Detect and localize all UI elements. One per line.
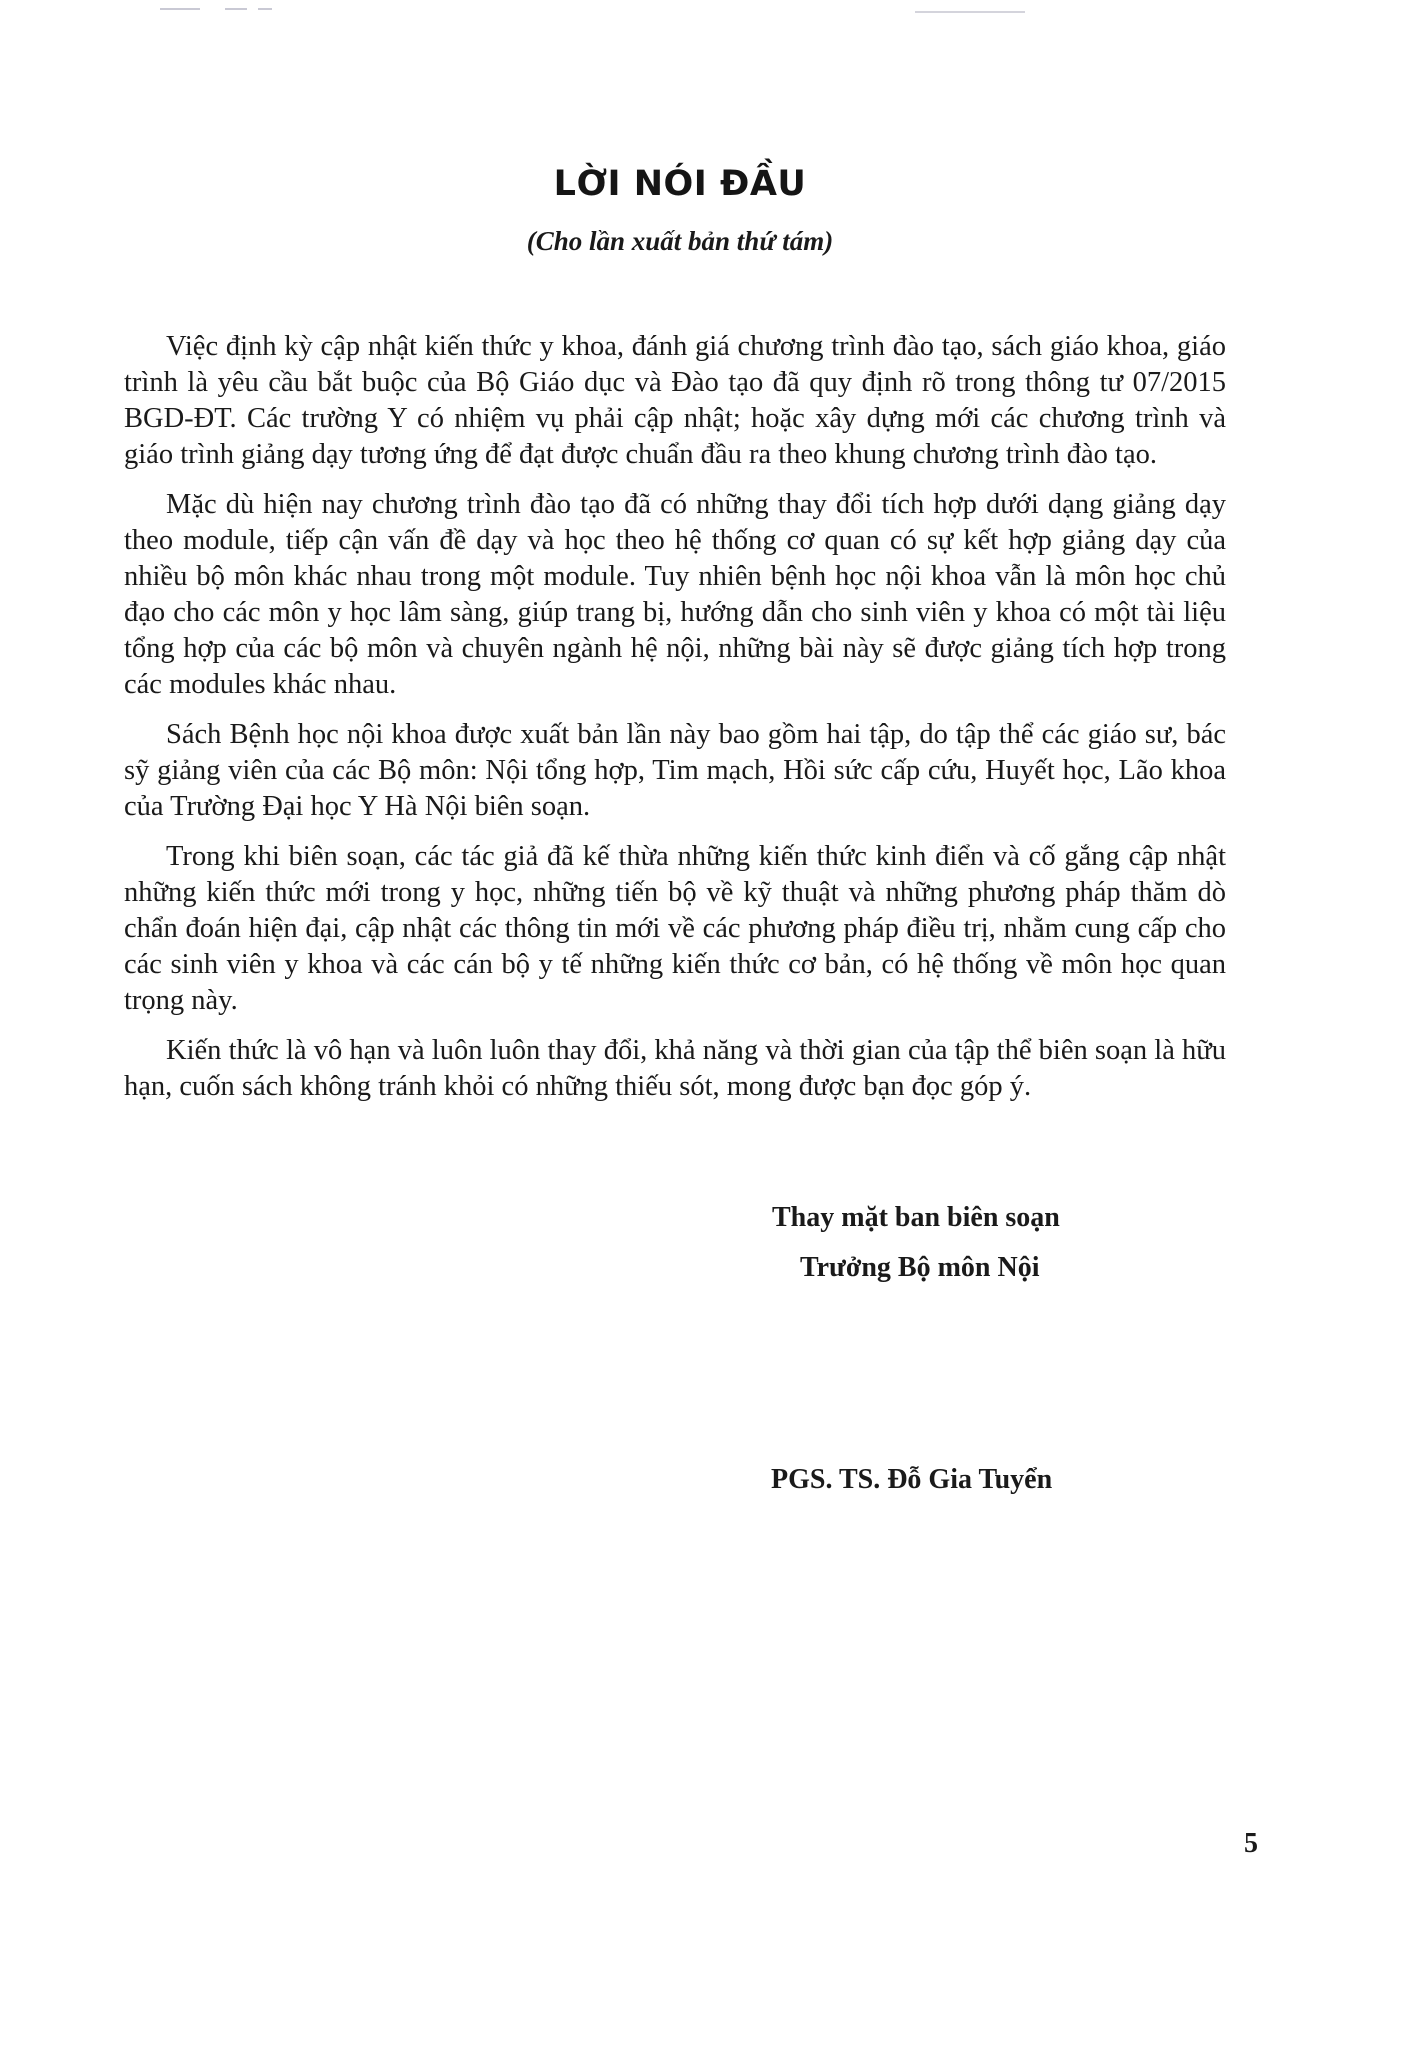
paragraph: Việc định kỳ cập nhật kiến thức y khoa, đánh giá chương trình đào tạo, sách giáo khoa, giáo trình là yêu cầu bắt buộc của Bộ Giáo dục và Đào tạo đã quy định rõ trong thông tư 07/2015 BGD-ĐT. Các trường Y có nhiệm vụ phải cập nhật; hoặc xây dựng mới các chương trình và giáo trình giảng dạy tương ứng để đạt được chuẩn đầu ra theo khung chương trình đào tạo.: [124, 331, 1226, 470]
preface-body: [124, 329, 1226, 1119]
scan-artifact: [225, 8, 247, 10]
scan-artifact: [915, 11, 1025, 13]
paragraph: Sách Bệnh học nội khoa được xuất bản lần này bao gồm hai tập, do tập thể các giáo sư, bác sỹ giảng viên của các Bộ môn: Nội tổng hợp, Tim mạch, Hồi sức cấp cứu, Huyết học, Lão khoa của Trường Đại học Y Hà Nội biên soạn.: [124, 719, 1226, 822]
paragraph: Trong khi biên soạn, các tác giả đã kế thừa những kiến thức kinh điển và cố gắng cập nhật những kiến thức mới trong y học, những tiến bộ về kỹ thuật và những phương pháp thăm dò chẩn đoán hiện đại, cập nhật các thông tin mới về các phương pháp điều trị, nhằm cung cấp cho các sinh viên y khoa và các cán bộ y tế những kiến thức cơ bản, có hệ thống về môn học quan trọng này.: [124, 841, 1226, 1016]
page-title: LỜI NÓI ĐẦU: [553, 164, 807, 204]
scan-artifact: [160, 8, 200, 10]
page-subtitle: (Cho lần xuất bản thứ tám): [526, 226, 834, 256]
signature-line-1: Thay mặt ban biên soạn: [772, 1202, 1060, 1233]
paragraph: Kiến thức là vô hạn và luôn luôn thay đổi, khả năng và thời gian của tập thể biên soạn là hữu hạn, cuốn sách không tránh khỏi có những thiếu sót, mong được bạn đọc góp ý.: [124, 1035, 1226, 1102]
paragraph: Mặc dù hiện nay chương trình đào tạo đã có những thay đổi tích hợp dưới dạng giảng dạy theo module, tiếp cận vấn đề dạy và học theo hệ thống cơ quan có sự kết hợp giảng dạy của nhiều bộ môn khác nhau trong một module. Tuy nhiên bệnh học nội khoa vẫn là môn học chủ đạo cho các môn y học lâm sàng, giúp trang bị, hướng dẫn cho sinh viên y khoa có một tài liệu tổng hợp của các bộ môn và chuyên ngành hệ nội, những bài này sẽ được giảng tích hợp trong các modules khác nhau.: [124, 489, 1226, 700]
signature-name: PGS. TS. Đỗ Gia Tuyển: [771, 1464, 1053, 1495]
signature-line-2: Trưởng Bộ môn Nội: [800, 1252, 1040, 1283]
scan-artifact: [258, 8, 272, 10]
page-number: 5: [1244, 1828, 1258, 1859]
